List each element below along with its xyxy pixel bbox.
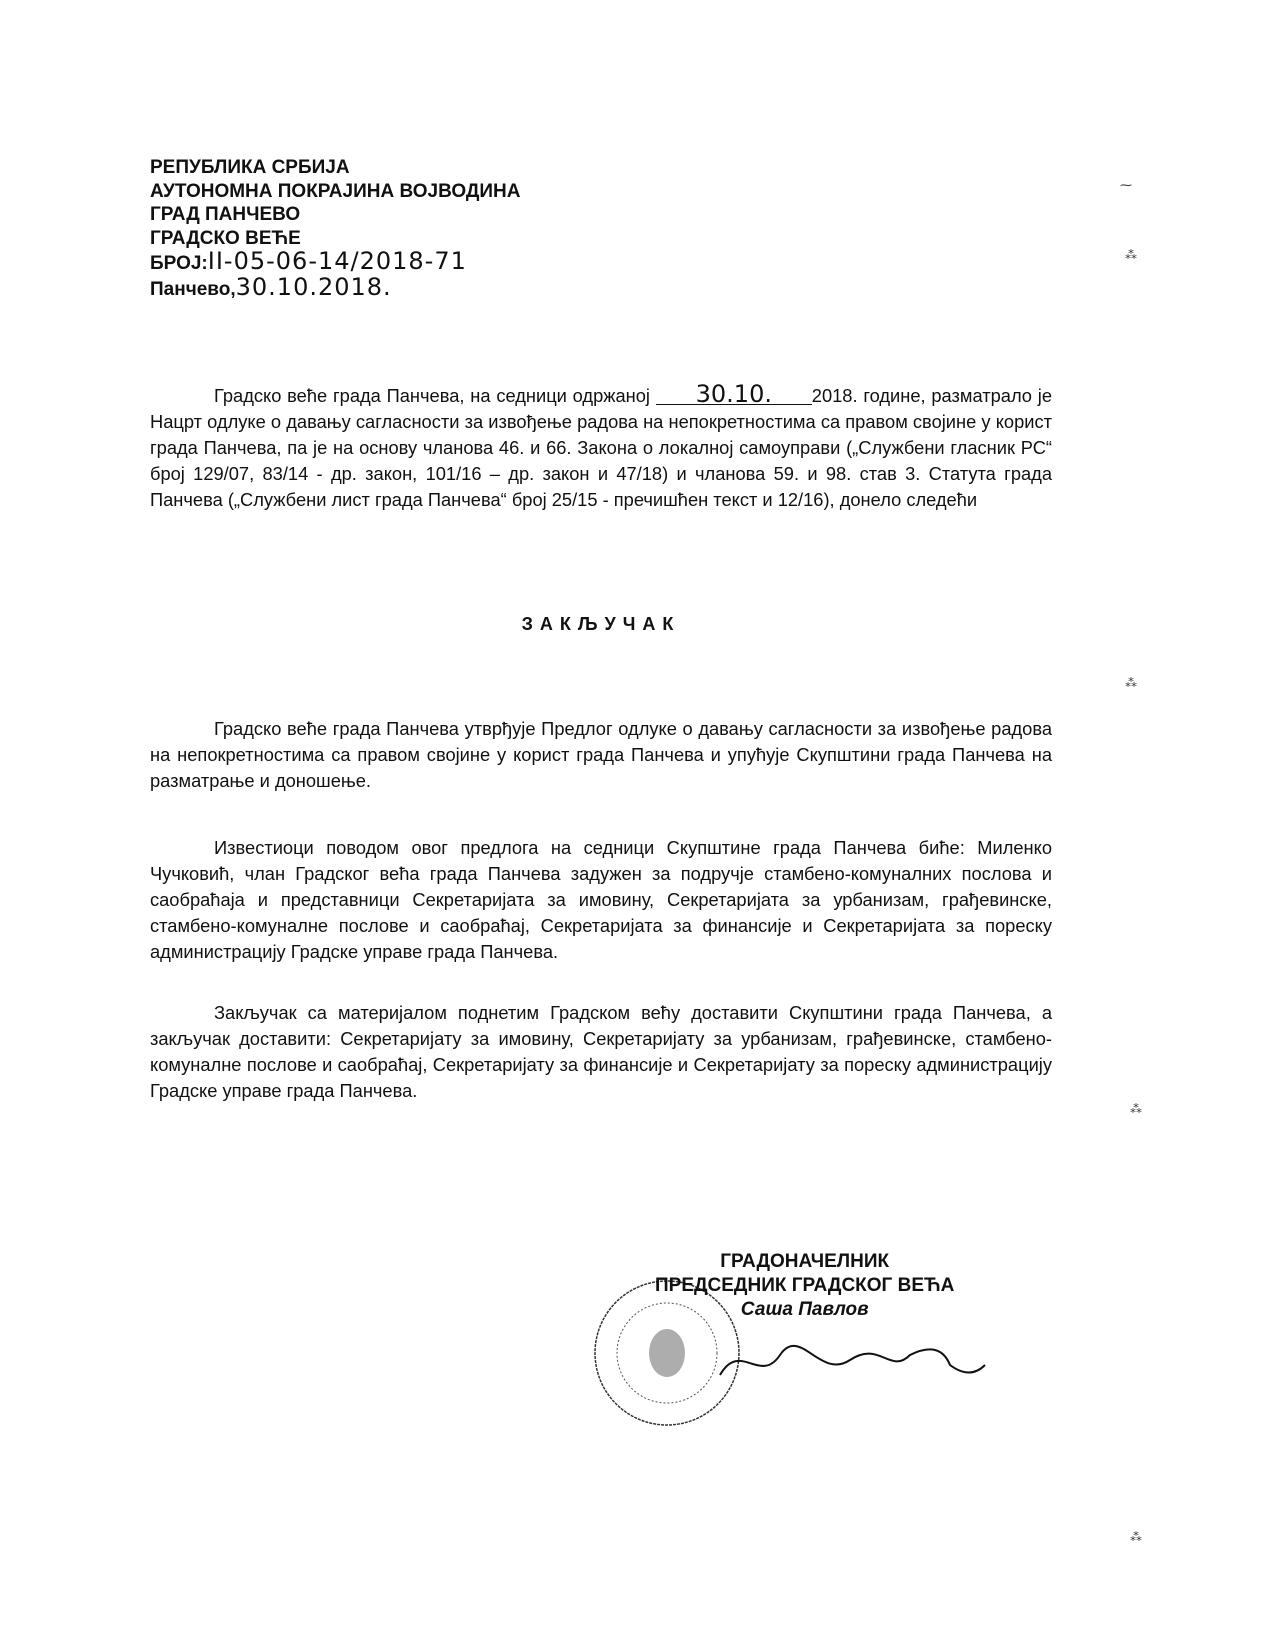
scan-mark: ⁂ — [1125, 676, 1137, 690]
session-date-field: 30.10. — [656, 384, 812, 405]
signature-block — [655, 1250, 954, 1322]
header-line: РЕПУБЛИКА СРБИЈА — [150, 157, 350, 178]
handwritten-signature — [700, 1335, 1000, 1390]
document-number: БРОЈ:II-05-06-14/2018-71 — [150, 247, 467, 275]
body-paragraph: Закључак са материјалом поднетим Градском већу доставити Скупштини града Панчева, а закључак доставити: Секретаријату за имовину, Секретаријату за урбанизам, грађевинске, стамбено-комуналне послове и саобраћај, Секретаријату за финансије и Секретаријату за пореску администрацију Градске управе града Панчева. — [150, 1002, 1052, 1101]
signatory-name: Саша Павлов — [740, 1299, 869, 1320]
handwritten-date: 30.10.2018. — [235, 272, 392, 301]
header-line: ГРАД ПАНЧЕВО — [150, 204, 301, 225]
header-line: АУТОНОМНА ПОКРАЈИНА ВОЈВОДИНА — [150, 180, 521, 202]
signature-title: ПРЕДСЕДНИК ГРАДСКОГ ВЕЋА — [655, 1275, 955, 1296]
scan-mark: ⁓ — [1120, 178, 1132, 192]
document-title: ЗАКЉУЧАК — [521, 614, 681, 634]
document-header — [150, 156, 520, 301]
document-date: Панчево,30.10.2018. — [150, 272, 392, 301]
scan-mark: ⁂ — [1130, 1102, 1142, 1116]
signature-title: ГРАДОНАЧЕЛНИК — [720, 1251, 890, 1272]
scan-mark: ⁂ — [1130, 1530, 1142, 1544]
scan-mark: ⁂ — [1125, 248, 1137, 262]
intro-paragraph: Градско веће града Панчева, на седници одржаној 30.10. 2018. године, разматрало је Нацрт одлуке о давању сагласности за извођење радова на непокретностима са правом својине у корист града Панчева, па је на основу чланова 46. и 66. Закона о локалној самоуправи („Службени гласник РС“ број 129/07, 83/14 - др. закон, 101/16 – др. закон и 47/18) и чланова 59. и 98. став 3. Статута града Панчева („Службени лист града Панчева“ број 25/15 - пречишћен текст и 12/16), донело следећи — [150, 380, 1053, 510]
body-paragraph: Известиоци поводом овог предлога на седници Скупштине града Панчева биће: Миленко Чучковић, члан Градског већа града Панчева задужен за подручје стамбено-комуналних послова и саобраћаја и представници Секретаријата за имовину, Секретаријата за урбанизам, грађевинске, стамбено-комуналне послове и саобраћај, Секретаријата за финансије и Секретаријата за пореску администрацију Градске управе града Панчева. — [150, 837, 1052, 962]
body-paragraph: Градско веће града Панчева утврђује Предлог одлуке о давању сагласности за извођење радова на непокретностима са правом својине у корист града Панчева и упућује Скупштини града Панчева на разматрање и доношење. — [150, 718, 1052, 791]
handwritten-number: II-05-06-14/2018-71 — [207, 247, 467, 275]
header-line: ГРАДСКО ВЕЋЕ — [150, 227, 301, 249]
